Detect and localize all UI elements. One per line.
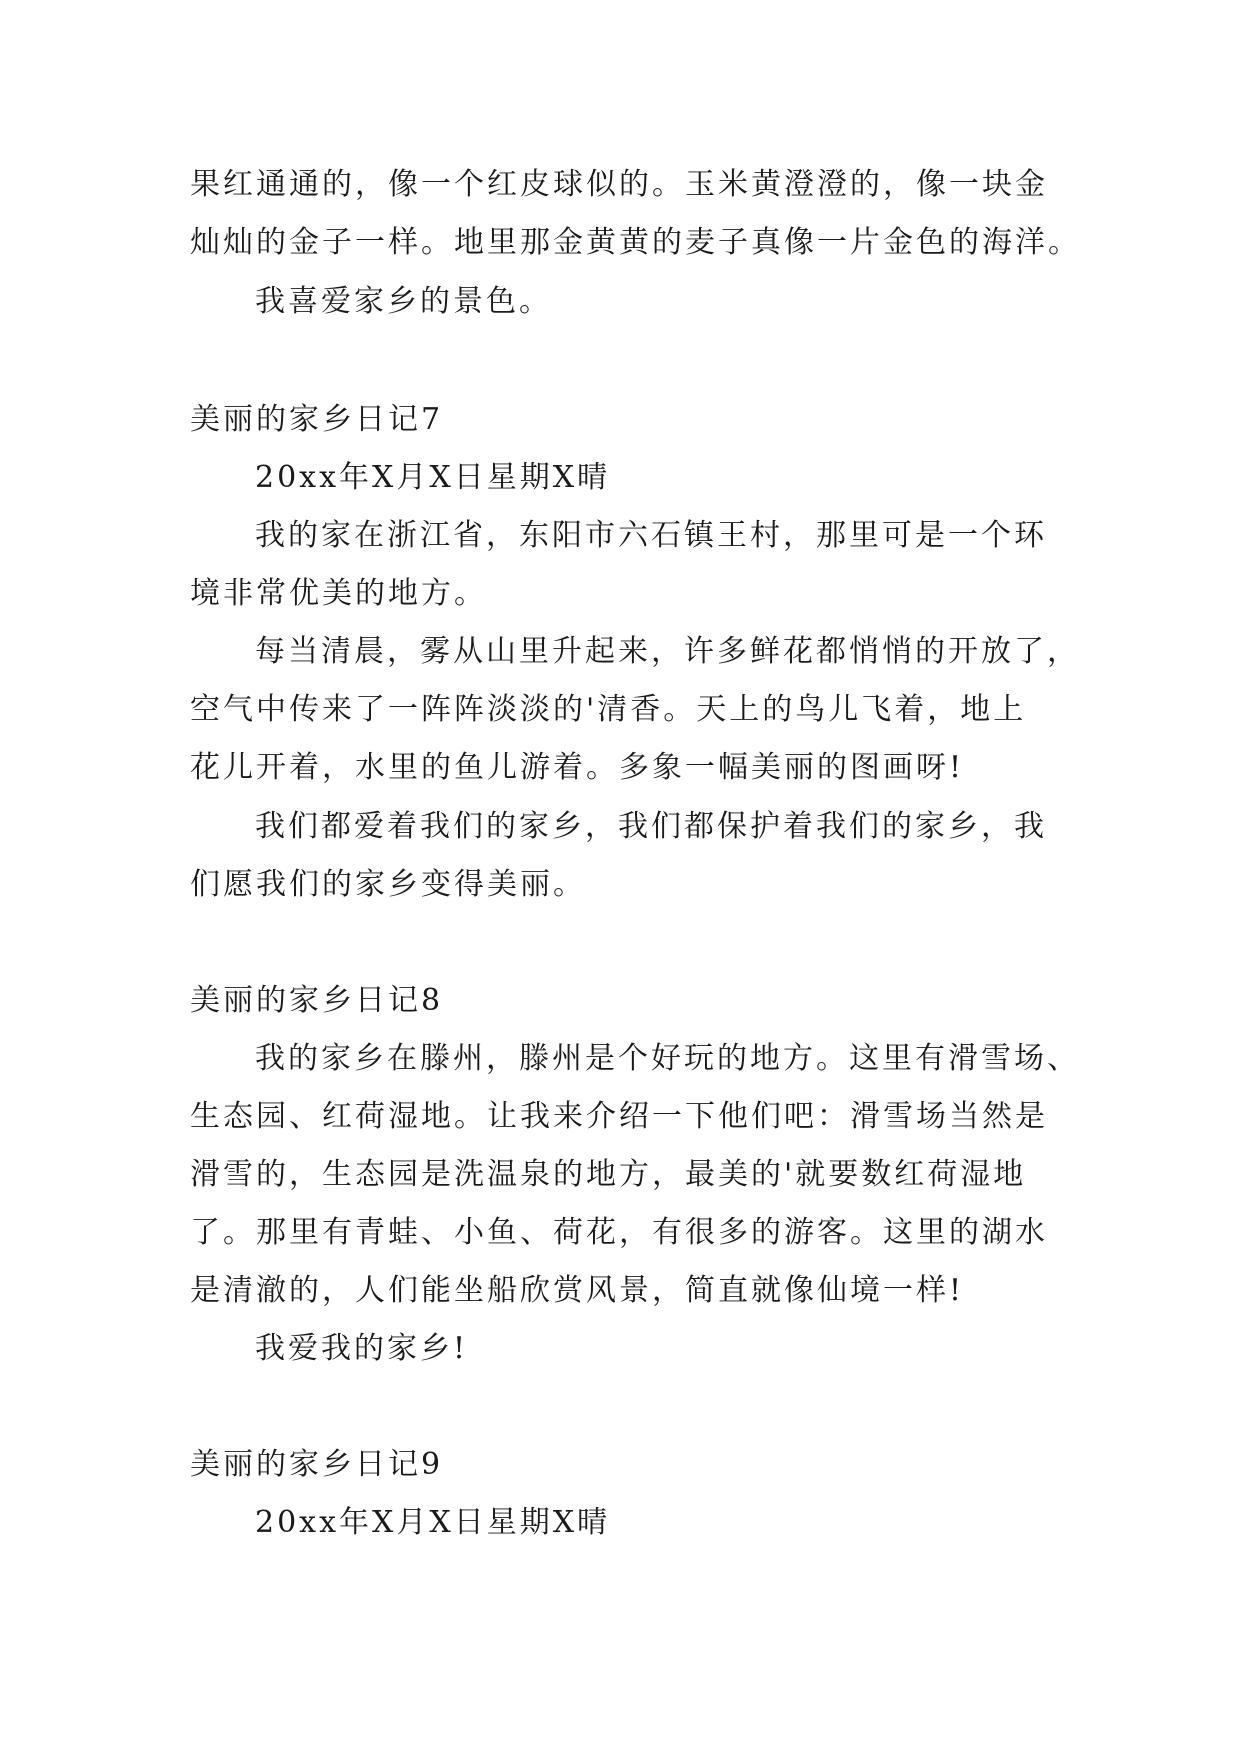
text-line: 境非常优美的地方。: [190, 576, 487, 611]
text-line: 我爱我的家乡!: [255, 1331, 469, 1366]
text-line: 是清澈的，人们能坐船欣赏风景，简直就像仙境一样!: [190, 1273, 965, 1308]
text-line: 我的家在浙江省，东阳市六石镇王村，那里可是一个环: [255, 518, 1047, 553]
text-line: 生态园、红荷湿地。让我来介绍一下他们吧：滑雪场当然是: [190, 1099, 1048, 1134]
text-line: 们愿我们的家乡变得美丽。: [190, 867, 586, 902]
text-line: 灿灿的金子一样。地里那金黄黄的麦子真像一片金色的海洋。: [190, 225, 1081, 260]
text-line: 我喜爱家乡的景色。: [255, 284, 552, 319]
text-line: 花儿开着，水里的鱼儿游着。多象一幅美丽的图画呀!: [190, 750, 965, 785]
section-heading: 美丽的家乡日记8: [190, 983, 444, 1018]
section-heading: 美丽的家乡日记7: [190, 402, 444, 437]
text-line: 滑雪的，生态园是洗温泉的地方，最美的'就要数红荷湿地: [190, 1157, 1027, 1192]
section-heading: 美丽的家乡日记9: [190, 1447, 444, 1482]
text-line: 了。那里有青蛙、小鱼、荷花，有很多的游客。这里的湖水: [190, 1215, 1048, 1250]
date-line: 20xx年X月X日星期X晴: [255, 460, 611, 495]
text-line: 空气中传来了一阵阵淡淡的'清香。天上的鸟儿飞着，地上: [190, 692, 1027, 727]
text-line: 我们都爱着我们的家乡，我们都保护着我们的家乡，我: [255, 809, 1047, 844]
text-line: 每当清晨，雾从山里升起来，许多鲜花都悄悄的开放了，: [255, 634, 1080, 669]
text-line: 我的家乡在滕州，滕州是个好玩的地方。这里有滑雪场、: [255, 1041, 1080, 1076]
text-line: 果红通通的，像一个红皮球似的。玉米黄澄澄的，像一块金: [190, 167, 1048, 202]
date-line: 20xx年X月X日星期X晴: [255, 1505, 611, 1540]
